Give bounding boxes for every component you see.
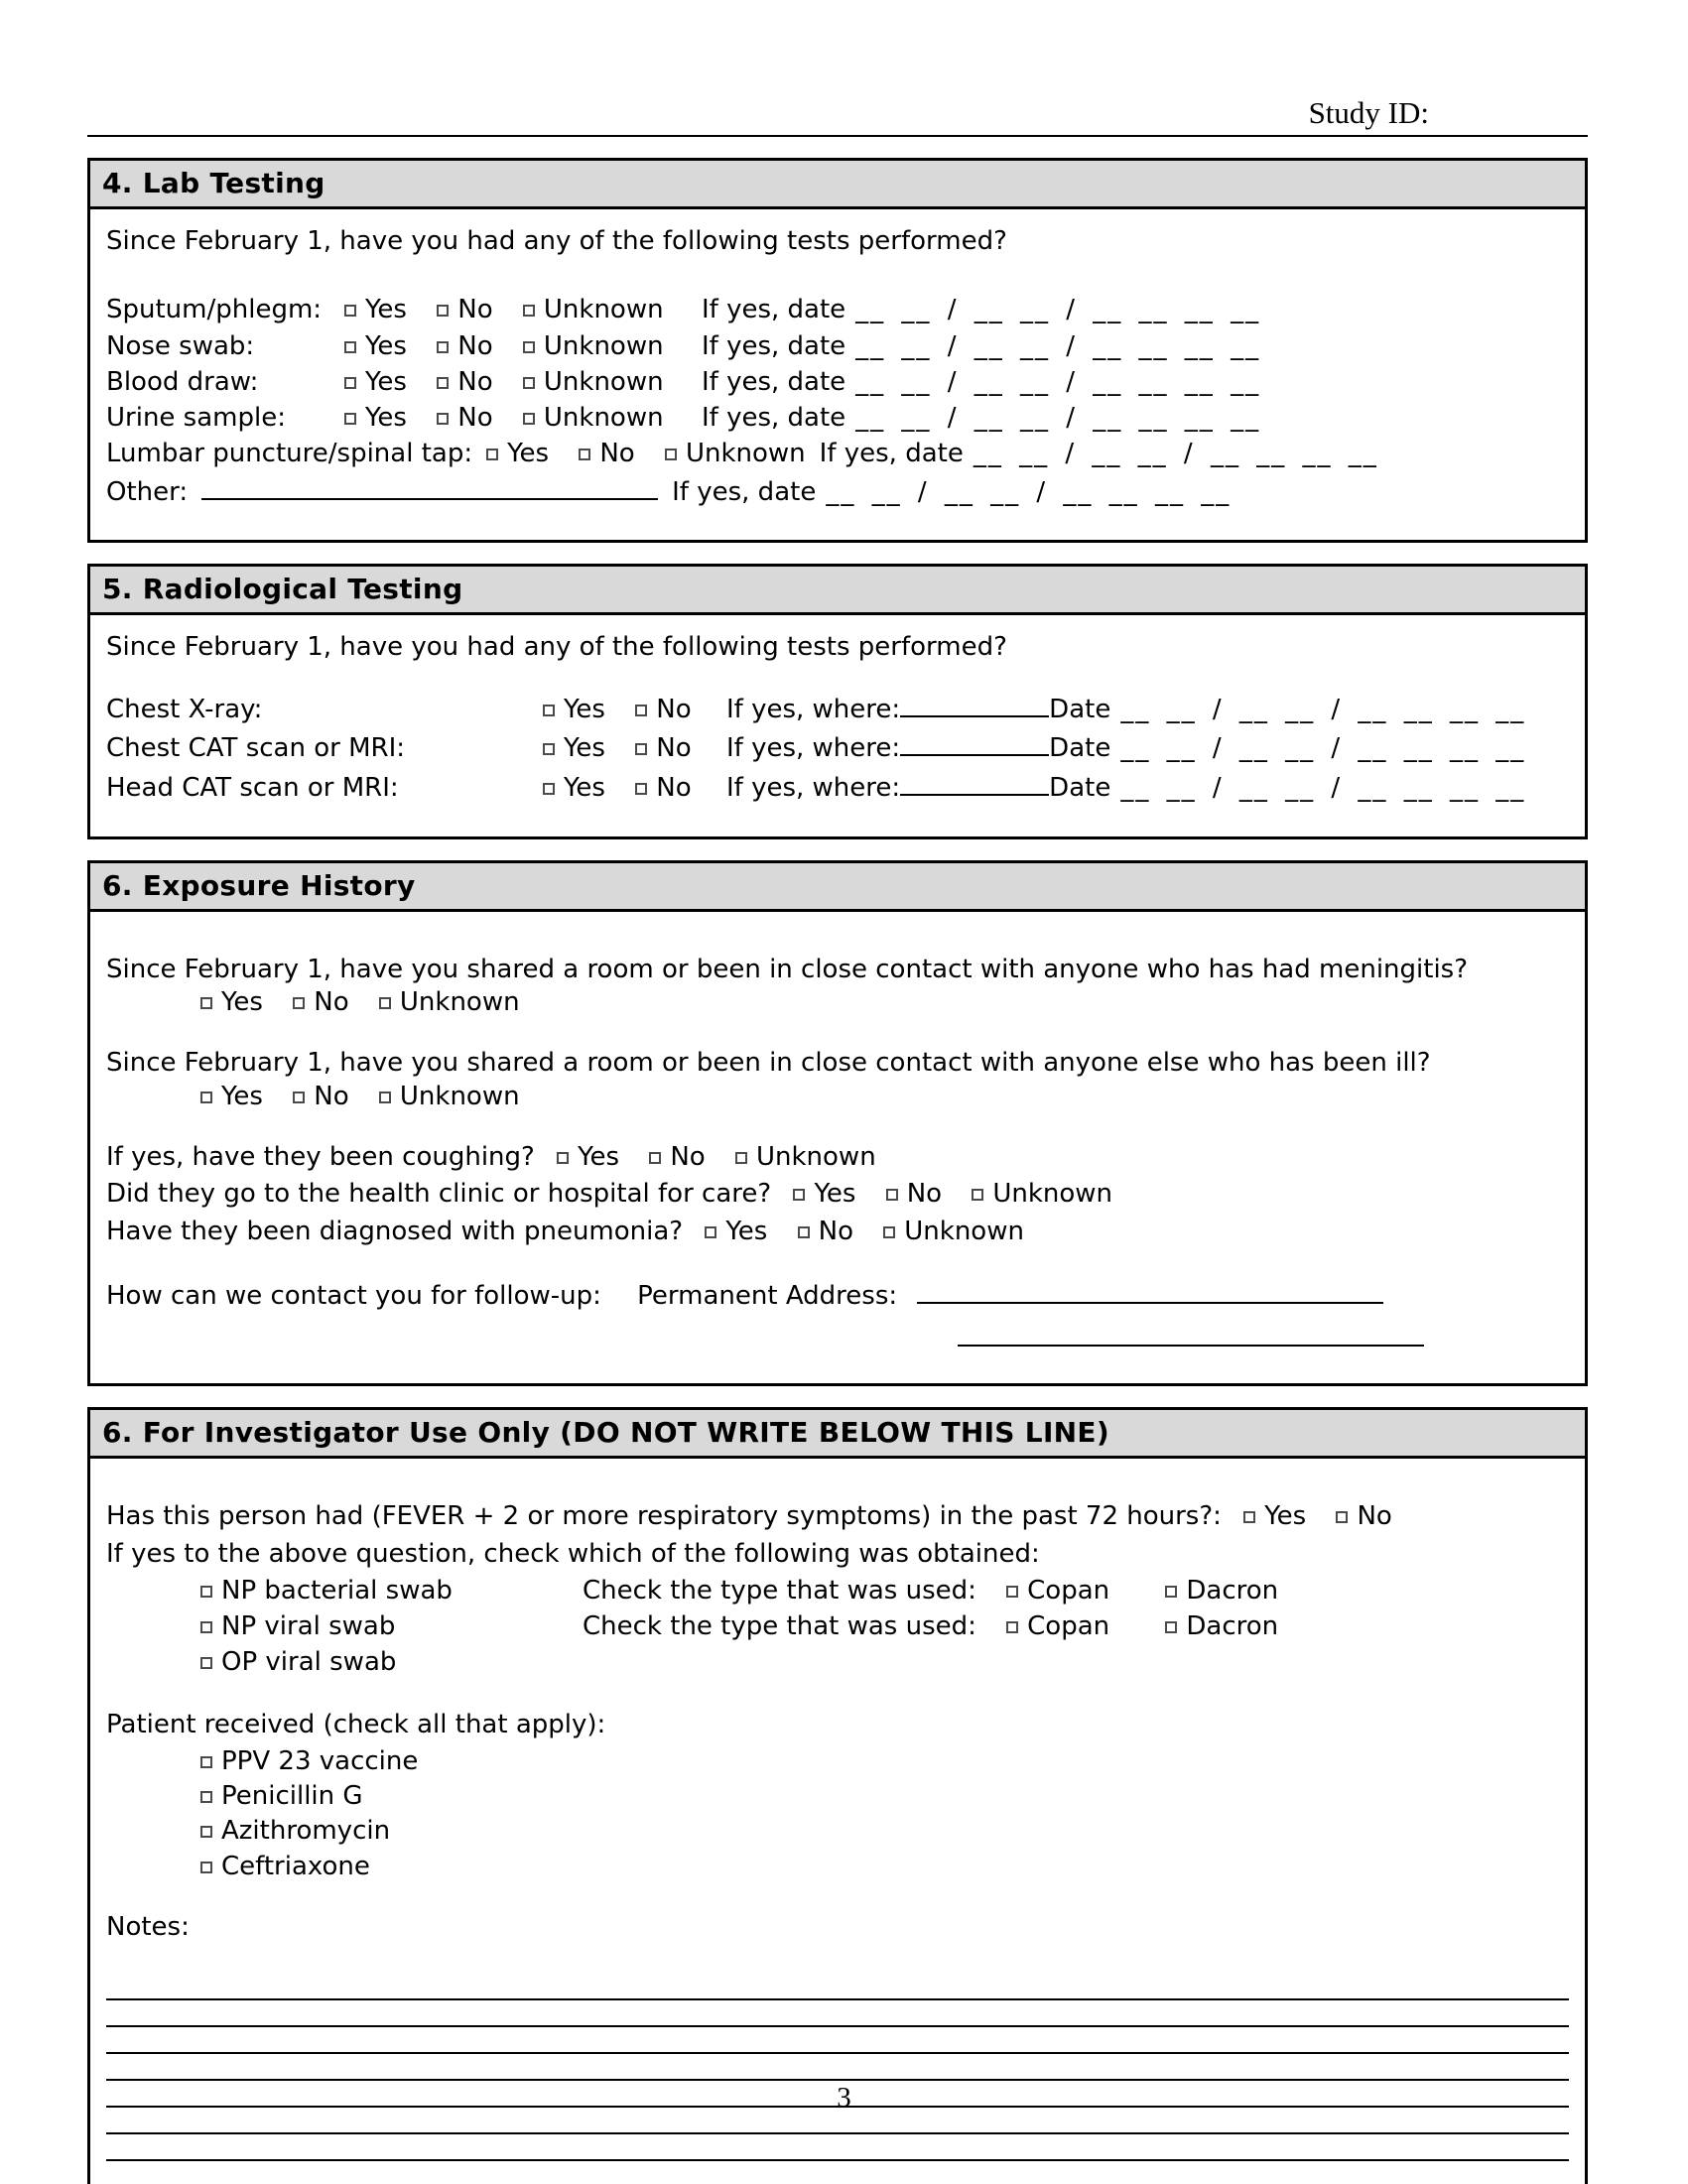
question-text: Did they go to the health clinic or hospital for care? bbox=[106, 1179, 772, 1210]
yes-no-unknown-options bbox=[486, 438, 806, 470]
option-dacron[interactable] bbox=[1165, 1611, 1278, 1641]
option-np-viral-swab[interactable] bbox=[200, 1610, 561, 1643]
date-part bbox=[820, 438, 1378, 470]
option-ppv23-vaccine[interactable] bbox=[200, 1746, 418, 1776]
date-part bbox=[672, 476, 1231, 509]
lab-row-other bbox=[106, 474, 1569, 509]
swab-type-part bbox=[583, 1575, 1569, 1607]
option-no-label: No bbox=[457, 366, 493, 397]
patient-received-label: Patient received (check all that apply): bbox=[106, 1709, 606, 1739]
if-yes-date-label: If yes, date bbox=[702, 295, 846, 325]
if-yes-where-label: If yes, where: bbox=[726, 772, 901, 803]
question-text: Has this person had (FEVER + 2 or more respiratory symptoms) in the past 72 hours?: bbox=[106, 1501, 1222, 1532]
notes-line[interactable] bbox=[106, 2054, 1569, 2081]
test-label: Chest CAT scan or MRI: bbox=[106, 733, 406, 764]
checkbox-yes[interactable] bbox=[1243, 1511, 1255, 1523]
exposure-q2-options bbox=[106, 1081, 1569, 1113]
option-yes-label: Yes bbox=[564, 695, 605, 725]
received-row-azithromycin bbox=[106, 1815, 1569, 1848]
checkbox-yes[interactable] bbox=[200, 1092, 212, 1103]
checkbox-copan[interactable] bbox=[1006, 1586, 1018, 1598]
option-no[interactable] bbox=[635, 773, 691, 803]
checkbox-no[interactable] bbox=[437, 341, 449, 353]
section-exposure-body bbox=[90, 912, 1585, 1383]
checkbox-ceftriaxone[interactable] bbox=[200, 1862, 212, 1873]
checkbox-unknown[interactable] bbox=[665, 449, 677, 460]
option-no[interactable] bbox=[437, 295, 492, 324]
option-no[interactable] bbox=[437, 403, 492, 433]
section-radiological-testing bbox=[87, 564, 1588, 839]
section-lab-header bbox=[90, 161, 1585, 209]
option-yes[interactable] bbox=[1243, 1501, 1306, 1531]
test-label: Nose swab: bbox=[106, 330, 255, 361]
checkbox-no[interactable] bbox=[579, 449, 590, 460]
swab-row-op-viral bbox=[106, 1646, 1569, 1679]
option-yes[interactable] bbox=[200, 1082, 263, 1111]
test-label: Head CAT scan or MRI: bbox=[106, 772, 399, 803]
option-unknown-label: Unknown bbox=[543, 366, 664, 397]
section-investigator-body bbox=[90, 1459, 1585, 2184]
option-no-label: No bbox=[314, 1081, 349, 1111]
exposure-question-ill-contact: Since February 1, have you shared a room or been in close contact with anyone else who has been ill? bbox=[106, 1048, 1431, 1079]
checkbox-yes[interactable] bbox=[543, 783, 555, 795]
checkbox-np-viral-swab[interactable] bbox=[200, 1621, 212, 1633]
form-content bbox=[87, 95, 1588, 2184]
option-no[interactable] bbox=[635, 695, 691, 724]
permanent-address-label: Permanent Address: bbox=[637, 1280, 898, 1311]
option-no[interactable] bbox=[293, 987, 348, 1017]
where-blank-field[interactable] bbox=[900, 692, 1049, 717]
option-no-label: No bbox=[670, 1141, 706, 1172]
option-unknown-label: Unknown bbox=[543, 403, 664, 434]
if-yes-where-label: If yes, where: bbox=[726, 733, 901, 764]
lab-row-urine-sample bbox=[106, 402, 1569, 435]
lab-row-blood-draw bbox=[106, 366, 1569, 399]
checkbox-no[interactable] bbox=[649, 1152, 661, 1164]
option-yes-label: Yes bbox=[814, 1179, 856, 1210]
option-yes-label: Yes bbox=[1264, 1501, 1307, 1532]
lab-row-nose-swab bbox=[106, 330, 1569, 363]
section-exposure-title: 6. Exposure History bbox=[102, 868, 416, 902]
date-blank-field[interactable]: __ __ / __ __ / __ __ __ __ bbox=[855, 366, 1261, 397]
option-op-viral-swab[interactable] bbox=[200, 1646, 561, 1679]
checkbox-no[interactable] bbox=[437, 305, 449, 317]
yes-no-options bbox=[543, 694, 726, 726]
option-unknown-label: Unknown bbox=[543, 330, 664, 361]
permanent-address-blank-field-2[interactable] bbox=[958, 1321, 1424, 1347]
notes-area bbox=[106, 1974, 1569, 2161]
checkbox-copan[interactable] bbox=[1006, 1621, 1018, 1633]
option-np-bacterial-swab[interactable] bbox=[200, 1575, 561, 1607]
option-unknown-label: Unknown bbox=[904, 1216, 1024, 1246]
yes-no-unknown-options bbox=[793, 1179, 1112, 1209]
exposure-question-pneumonia bbox=[106, 1216, 1569, 1248]
option-penicillin-g[interactable] bbox=[200, 1781, 363, 1811]
received-label: Azithromycin bbox=[221, 1816, 391, 1847]
if-yes-date-label: If yes, date bbox=[672, 476, 817, 507]
option-yes-label: Yes bbox=[564, 772, 605, 803]
section-investigator-use bbox=[87, 1407, 1588, 2184]
option-yes-label: Yes bbox=[365, 403, 407, 434]
if-yes-where-label: If yes, where: bbox=[726, 695, 901, 725]
section-radiology-body bbox=[90, 615, 1585, 836]
section-investigator-header bbox=[90, 1410, 1585, 1459]
other-test-blank-field[interactable] bbox=[201, 474, 658, 500]
study-id-label: Study ID: bbox=[1308, 95, 1429, 130]
option-dacron-label: Dacron bbox=[1186, 1575, 1279, 1606]
received-label: PPV 23 vaccine bbox=[221, 1745, 419, 1776]
checkbox-yes[interactable] bbox=[344, 377, 356, 389]
option-copan-label: Copan bbox=[1027, 1575, 1110, 1606]
checkbox-op-viral-swab[interactable] bbox=[200, 1657, 212, 1669]
received-row-ppv23 bbox=[106, 1745, 1569, 1778]
followup-label: How can we contact you for follow-up: bbox=[106, 1280, 601, 1311]
checkbox-no[interactable] bbox=[798, 1226, 810, 1238]
checkbox-yes[interactable] bbox=[200, 997, 212, 1009]
lab-row-lumbar-puncture bbox=[106, 438, 1569, 470]
option-no[interactable] bbox=[437, 331, 492, 361]
question-text: If yes, have they been coughing? bbox=[106, 1141, 535, 1172]
date-part bbox=[702, 294, 1569, 326]
date-blank-field[interactable]: __ __ / __ __ / __ __ __ __ bbox=[973, 439, 1378, 469]
option-unknown[interactable] bbox=[665, 439, 806, 468]
study-id-row bbox=[87, 95, 1588, 137]
radiology-intro: Since February 1, have you had any of the following tests performed? bbox=[106, 631, 1007, 662]
where-date-part bbox=[726, 692, 1569, 726]
option-copan-label: Copan bbox=[1027, 1611, 1110, 1642]
received-row-penicillin-g bbox=[106, 1780, 1569, 1813]
section-lab-body bbox=[90, 209, 1585, 540]
section-radiology-title: 5. Radiological Testing bbox=[102, 572, 463, 605]
checkbox-no[interactable] bbox=[293, 997, 305, 1009]
checkbox-dacron[interactable] bbox=[1165, 1621, 1177, 1633]
date-part bbox=[702, 366, 1569, 399]
option-yes[interactable] bbox=[200, 987, 263, 1017]
checkbox-yes[interactable] bbox=[543, 743, 555, 755]
where-blank-field[interactable] bbox=[900, 770, 1049, 796]
radiology-row-chest-cat-mri bbox=[106, 730, 1569, 765]
checkbox-no[interactable] bbox=[1336, 1511, 1348, 1523]
exposure-question-meningitis: Since February 1, have you shared a room or been in close contact with anyone who has had meningitis? bbox=[106, 954, 1469, 984]
swab-type-part bbox=[583, 1610, 1569, 1643]
notes-line[interactable] bbox=[106, 1974, 1569, 2000]
checkbox-no[interactable] bbox=[635, 783, 647, 795]
option-unknown[interactable] bbox=[379, 1082, 520, 1111]
option-no-label: No bbox=[906, 1179, 943, 1210]
option-no[interactable] bbox=[798, 1217, 853, 1246]
test-label: Urine sample: bbox=[106, 403, 286, 434]
exposure-question-clinic bbox=[106, 1178, 1569, 1211]
yes-no-unknown-options bbox=[705, 1217, 1024, 1246]
if-yes-date-label: If yes, date bbox=[819, 439, 964, 469]
option-yes[interactable] bbox=[543, 773, 605, 803]
test-label: Blood draw: bbox=[106, 366, 259, 397]
option-yes[interactable] bbox=[543, 695, 605, 724]
date-part bbox=[702, 330, 1569, 363]
checkbox-azithromycin[interactable] bbox=[200, 1826, 212, 1838]
checkbox-no[interactable] bbox=[437, 377, 449, 389]
yes-no-options bbox=[543, 732, 726, 765]
option-no[interactable] bbox=[635, 733, 691, 763]
page-number: 3 bbox=[837, 2082, 851, 2114]
option-no-label: No bbox=[599, 439, 635, 469]
if-yes-date-label: If yes, date bbox=[702, 330, 846, 361]
option-yes[interactable] bbox=[543, 733, 605, 763]
option-unknown-label: Unknown bbox=[755, 1141, 876, 1172]
option-yes[interactable] bbox=[344, 295, 407, 324]
spacer bbox=[106, 1885, 1569, 1911]
checkbox-unknown[interactable] bbox=[523, 377, 535, 389]
option-no-label: No bbox=[457, 295, 493, 325]
option-unknown[interactable] bbox=[523, 367, 664, 397]
checkbox-unknown[interactable] bbox=[379, 997, 391, 1009]
option-no-label: No bbox=[818, 1216, 853, 1246]
checkbox-yes[interactable] bbox=[705, 1226, 716, 1238]
exposure-question-coughing bbox=[106, 1141, 1569, 1174]
spacer bbox=[106, 1115, 1569, 1141]
section-radiology-header bbox=[90, 567, 1585, 615]
option-yes[interactable] bbox=[486, 439, 549, 468]
option-yes-label: Yes bbox=[578, 1141, 620, 1172]
checkbox-yes[interactable] bbox=[793, 1189, 805, 1201]
date-label: Date bbox=[1049, 733, 1111, 764]
option-yes[interactable] bbox=[557, 1142, 619, 1172]
spacer bbox=[106, 1021, 1569, 1047]
lab-intro: Since February 1, have you had any of the following tests performed? bbox=[106, 226, 1007, 256]
yes-no-options bbox=[1243, 1501, 1392, 1531]
swab-label: NP bacterial swab bbox=[221, 1575, 453, 1606]
option-unknown-label: Unknown bbox=[399, 987, 520, 1018]
swab-row-np-viral bbox=[106, 1610, 1569, 1643]
yes-no-unknown-options bbox=[557, 1142, 876, 1172]
yes-no-unknown-options bbox=[344, 366, 702, 399]
where-blank-field[interactable] bbox=[900, 730, 1049, 756]
investigator-question-obtained: If yes to the above question, check which of the following was obtained: bbox=[106, 1538, 1040, 1569]
checkbox-penicillin-g[interactable] bbox=[200, 1791, 212, 1803]
notes-line[interactable] bbox=[106, 2000, 1569, 2027]
checkbox-no[interactable] bbox=[886, 1189, 898, 1201]
checkbox-no[interactable] bbox=[437, 413, 449, 425]
option-unknown[interactable] bbox=[379, 987, 520, 1017]
yes-no-unknown-options bbox=[344, 294, 702, 326]
type-used-label: Check the type that was used: bbox=[583, 1575, 976, 1606]
checkbox-ppv23-vaccine[interactable] bbox=[200, 1756, 212, 1768]
swab-label: NP viral swab bbox=[221, 1611, 396, 1642]
swab-row-np-bacterial bbox=[106, 1575, 1569, 1607]
option-no[interactable] bbox=[437, 367, 492, 397]
section-exposure-history bbox=[87, 860, 1588, 1386]
swab-label: OP viral swab bbox=[221, 1647, 397, 1678]
test-label: Chest X-ray: bbox=[106, 695, 263, 725]
checkbox-unknown[interactable] bbox=[883, 1226, 895, 1238]
option-unknown[interactable] bbox=[523, 295, 664, 324]
spacer bbox=[106, 1475, 1569, 1500]
option-yes[interactable] bbox=[344, 403, 407, 433]
option-yes-label: Yes bbox=[725, 1216, 768, 1246]
test-label: Lumbar puncture/spinal tap: bbox=[106, 439, 473, 469]
checkbox-unknown[interactable] bbox=[379, 1092, 391, 1103]
option-yes-label: Yes bbox=[365, 330, 407, 361]
option-no-label: No bbox=[656, 733, 692, 764]
option-no[interactable] bbox=[649, 1142, 705, 1172]
yes-no-unknown-options bbox=[344, 402, 702, 435]
date-label: Date bbox=[1049, 772, 1111, 803]
option-yes-label: Yes bbox=[564, 733, 605, 764]
checkbox-dacron[interactable] bbox=[1165, 1586, 1177, 1598]
question-text: Have they been diagnosed with pneumonia? bbox=[106, 1216, 684, 1246]
option-no-label: No bbox=[656, 695, 692, 725]
received-row-ceftriaxone bbox=[106, 1851, 1569, 1883]
permanent-address-line-2 bbox=[958, 1321, 1569, 1355]
radiology-row-head-cat-mri bbox=[106, 770, 1569, 805]
date-blank-field[interactable]: __ __ / __ __ / __ __ __ __ bbox=[855, 295, 1261, 325]
option-ceftriaxone[interactable] bbox=[200, 1852, 370, 1881]
checkbox-unknown[interactable] bbox=[523, 413, 535, 425]
spacer bbox=[106, 1252, 1569, 1278]
test-label: Other: bbox=[106, 476, 189, 507]
option-yes-label: Yes bbox=[221, 987, 263, 1018]
if-yes-date-label: If yes, date bbox=[702, 366, 846, 397]
notes-line[interactable] bbox=[106, 2134, 1569, 2161]
option-unknown-label: Unknown bbox=[543, 295, 664, 325]
option-yes[interactable] bbox=[705, 1217, 767, 1246]
date-blank-field[interactable]: __ __ / __ __ / __ __ __ __ bbox=[1120, 772, 1526, 803]
followup-contact-line bbox=[106, 1278, 1569, 1313]
option-no[interactable] bbox=[1336, 1501, 1391, 1531]
section-exposure-header bbox=[90, 863, 1585, 912]
option-no[interactable] bbox=[886, 1179, 942, 1209]
option-no[interactable] bbox=[579, 439, 634, 468]
checkbox-yes[interactable] bbox=[344, 305, 356, 317]
option-unknown[interactable] bbox=[972, 1179, 1112, 1209]
option-yes-label: Yes bbox=[365, 366, 407, 397]
yes-no-unknown-options bbox=[344, 330, 702, 363]
checkbox-unknown[interactable] bbox=[523, 305, 535, 317]
option-yes[interactable] bbox=[793, 1179, 855, 1209]
if-yes-date-label: If yes, date bbox=[702, 403, 846, 434]
option-copan[interactable] bbox=[1006, 1611, 1109, 1641]
section-lab-title: 4. Lab Testing bbox=[102, 167, 325, 199]
option-yes[interactable] bbox=[344, 331, 407, 361]
date-part bbox=[702, 402, 1569, 435]
where-date-part bbox=[726, 730, 1569, 765]
option-no-label: No bbox=[457, 403, 493, 434]
checkbox-no[interactable] bbox=[635, 705, 647, 716]
section-investigator-title: 6. For Investigator Use Only (DO NOT WRITE BELOW THIS LINE) bbox=[102, 1416, 1109, 1450]
option-unknown[interactable] bbox=[735, 1142, 876, 1172]
checkbox-unknown[interactable] bbox=[972, 1189, 983, 1201]
spacer bbox=[106, 1683, 1569, 1709]
option-no-label: No bbox=[314, 987, 349, 1018]
checkbox-yes[interactable] bbox=[543, 705, 555, 716]
option-no-label: No bbox=[656, 772, 692, 803]
notes-label: Notes: bbox=[106, 1911, 190, 1942]
option-unknown-label: Unknown bbox=[399, 1081, 520, 1111]
received-label: Ceftriaxone bbox=[221, 1851, 370, 1881]
option-azithromycin[interactable] bbox=[200, 1816, 390, 1846]
checkbox-yes[interactable] bbox=[344, 341, 356, 353]
date-blank-field[interactable]: __ __ / __ __ / __ __ __ __ bbox=[855, 330, 1261, 361]
radiology-row-chest-xray bbox=[106, 692, 1569, 726]
option-yes-label: Yes bbox=[507, 439, 550, 469]
section-lab-testing bbox=[87, 158, 1588, 543]
where-date-part bbox=[726, 770, 1569, 805]
option-unknown-label: Unknown bbox=[685, 439, 806, 469]
option-no[interactable] bbox=[293, 1082, 348, 1111]
date-blank-field[interactable]: __ __ / __ __ / __ __ __ __ bbox=[1120, 733, 1526, 764]
checkbox-yes[interactable] bbox=[486, 449, 498, 460]
yes-no-options bbox=[543, 772, 726, 805]
option-unknown-label: Unknown bbox=[992, 1179, 1113, 1210]
option-unknown[interactable] bbox=[523, 403, 664, 433]
option-yes-label: Yes bbox=[221, 1081, 263, 1111]
option-copan[interactable] bbox=[1006, 1576, 1109, 1606]
lab-row-sputum bbox=[106, 294, 1569, 326]
option-no-label: No bbox=[457, 330, 493, 361]
spacer bbox=[106, 928, 1569, 954]
date-label: Date bbox=[1049, 695, 1111, 725]
date-blank-field[interactable]: __ __ / __ __ / __ __ __ __ bbox=[855, 403, 1261, 434]
date-blank-field[interactable]: __ __ / __ __ / __ __ __ __ bbox=[1120, 695, 1526, 725]
investigator-question-fever bbox=[106, 1500, 1569, 1533]
test-label: Sputum/phlegm: bbox=[106, 295, 323, 325]
option-no-label: No bbox=[1357, 1501, 1392, 1532]
checkbox-yes[interactable] bbox=[344, 413, 356, 425]
option-dacron[interactable] bbox=[1165, 1576, 1278, 1606]
date-blank-field[interactable]: __ __ / __ __ / __ __ __ __ bbox=[826, 476, 1232, 507]
permanent-address-blank-field[interactable] bbox=[917, 1278, 1383, 1304]
type-used-label: Check the type that was used: bbox=[583, 1611, 976, 1642]
checkbox-no[interactable] bbox=[635, 743, 647, 755]
checkbox-np-bacterial-swab[interactable] bbox=[200, 1586, 212, 1598]
received-label: Penicillin G bbox=[221, 1781, 363, 1812]
option-yes[interactable] bbox=[344, 367, 407, 397]
option-unknown[interactable] bbox=[523, 331, 664, 361]
exposure-q1-options bbox=[106, 986, 1569, 1019]
option-yes-label: Yes bbox=[365, 295, 407, 325]
option-unknown[interactable] bbox=[883, 1217, 1024, 1246]
option-dacron-label: Dacron bbox=[1186, 1611, 1279, 1642]
checkbox-unknown[interactable] bbox=[523, 341, 535, 353]
notes-line[interactable] bbox=[106, 2027, 1569, 2054]
checkbox-yes[interactable] bbox=[557, 1152, 569, 1164]
checkbox-no[interactable] bbox=[293, 1092, 305, 1103]
checkbox-unknown[interactable] bbox=[735, 1152, 747, 1164]
